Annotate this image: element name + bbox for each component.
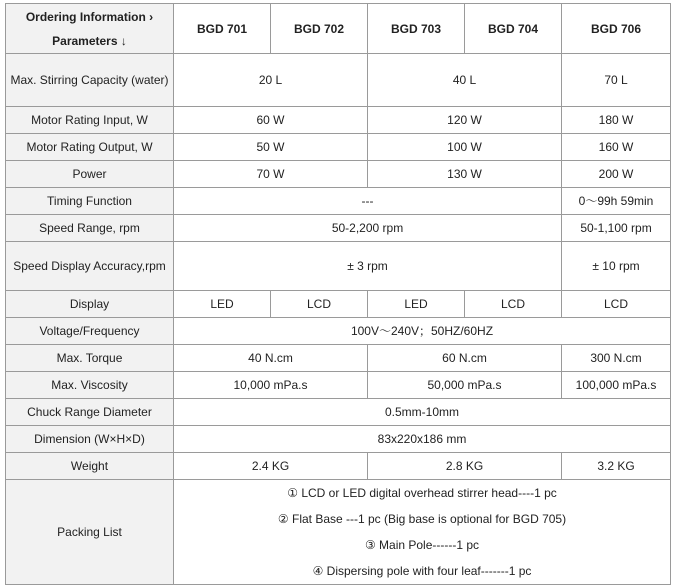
- packing-item: ④ Dispersing pole with four leaf-------1 pc: [312, 564, 532, 578]
- chuck-label: Chuck Range Diameter: [6, 399, 174, 426]
- torque-value-703-704: 60 N.cm: [368, 345, 562, 372]
- motor-output-row: [6, 134, 671, 161]
- display-value-703: LED: [368, 291, 465, 318]
- header-label-line2: Parameters ↓: [52, 33, 127, 48]
- viscosity-value-703-704: 50,000 mPa.s: [368, 372, 562, 399]
- header-label-line1: Ordering Information ›: [25, 9, 154, 24]
- packing-row: [6, 480, 671, 585]
- torque-value-706: 300 N.cm: [562, 345, 671, 372]
- voltage-value: 100V～240V；50HZ/60HZ: [174, 318, 671, 345]
- power-label: Power: [6, 161, 174, 188]
- display-value-706: LCD: [562, 291, 671, 318]
- weight-value-706: 3.2 KG: [562, 453, 671, 480]
- voltage-row: [6, 318, 671, 345]
- motor-output-label: Motor Rating Output, W: [6, 134, 174, 161]
- speed-range-value-701-704: 50-2,200 rpm: [174, 215, 562, 242]
- model-bgd-703: BGD 703: [368, 4, 465, 54]
- speed-accuracy-value-706: ± 10 rpm: [562, 242, 671, 291]
- weight-label: Weight: [6, 453, 174, 480]
- power-value-703-704: 130 W: [368, 161, 562, 188]
- packing-item: ② Flat Base ---1 pc (Big base is optional for BGD 705): [277, 512, 567, 526]
- packing-item: ① LCD or LED digital overhead stirrer head----1 pc: [287, 486, 557, 500]
- header-label-cell: [6, 4, 174, 54]
- viscosity-value-706: 100,000 mPa.s: [562, 372, 671, 399]
- capacity-value-703-704: 40 L: [368, 54, 562, 107]
- motor-input-value-703-704: 120 W: [368, 107, 562, 134]
- model-bgd-701: BGD 701: [174, 4, 271, 54]
- chuck-value: 0.5mm-10mm: [174, 399, 671, 426]
- speed-range-label: Speed Range, rpm: [6, 215, 174, 242]
- model-bgd-706: BGD 706: [562, 4, 671, 54]
- torque-row: [6, 345, 671, 372]
- torque-label: Max. Torque: [6, 345, 174, 372]
- chuck-row: [6, 399, 671, 426]
- weight-value-701-702: 2.4 KG: [174, 453, 368, 480]
- power-value-701-702: 70 W: [174, 161, 368, 188]
- header-row: [6, 4, 671, 54]
- dimension-row: [6, 426, 671, 453]
- motor-input-row: [6, 107, 671, 134]
- speed-accuracy-value-701-704: ± 3 rpm: [174, 242, 562, 291]
- packing-list: [174, 480, 671, 585]
- power-value-706: 200 W: [562, 161, 671, 188]
- display-value-702: LCD: [271, 291, 368, 318]
- timing-row: [6, 188, 671, 215]
- ordering-info-table: [5, 3, 671, 585]
- timing-label: Timing Function: [6, 188, 174, 215]
- viscosity-row: [6, 372, 671, 399]
- model-bgd-704: BGD 704: [465, 4, 562, 54]
- dimension-label: Dimension (W×H×D): [6, 426, 174, 453]
- weight-value-703-704: 2.8 KG: [368, 453, 562, 480]
- motor-input-label: Motor Rating Input, W: [6, 107, 174, 134]
- display-row: [6, 291, 671, 318]
- motor-output-value-706: 160 W: [562, 134, 671, 161]
- model-bgd-702: BGD 702: [271, 4, 368, 54]
- weight-row: [6, 453, 671, 480]
- display-value-701: LED: [174, 291, 271, 318]
- dimension-value: 83x220x186 mm: [174, 426, 671, 453]
- timing-value-706: 0～99h 59min: [562, 188, 671, 215]
- speed-range-value-706: 50-1,100 rpm: [562, 215, 671, 242]
- torque-value-701-702: 40 N.cm: [174, 345, 368, 372]
- viscosity-value-701-702: 10,000 mPa.s: [174, 372, 368, 399]
- viscosity-label: Max. Viscosity: [6, 372, 174, 399]
- voltage-label: Voltage/Frequency: [6, 318, 174, 345]
- motor-input-value-701-702: 60 W: [174, 107, 368, 134]
- display-label: Display: [6, 291, 174, 318]
- display-value-704: LCD: [465, 291, 562, 318]
- timing-value-701-704: ---: [174, 188, 562, 215]
- speed-accuracy-row: [6, 242, 671, 291]
- capacity-value-701-702: 20 L: [174, 54, 368, 107]
- power-row: [6, 161, 671, 188]
- packing-label: Packing List: [6, 480, 174, 585]
- motor-output-value-701-702: 50 W: [174, 134, 368, 161]
- capacity-row: [6, 54, 671, 107]
- speed-range-row: [6, 215, 671, 242]
- motor-input-value-706: 180 W: [562, 107, 671, 134]
- motor-output-value-703-704: 100 W: [368, 134, 562, 161]
- capacity-value-706: 70 L: [562, 54, 671, 107]
- capacity-label: Max. Stirring Capacity (water): [6, 54, 174, 107]
- packing-item: ③ Main Pole------1 pc: [364, 538, 480, 552]
- speed-accuracy-label: Speed Display Accuracy,rpm: [6, 242, 174, 291]
